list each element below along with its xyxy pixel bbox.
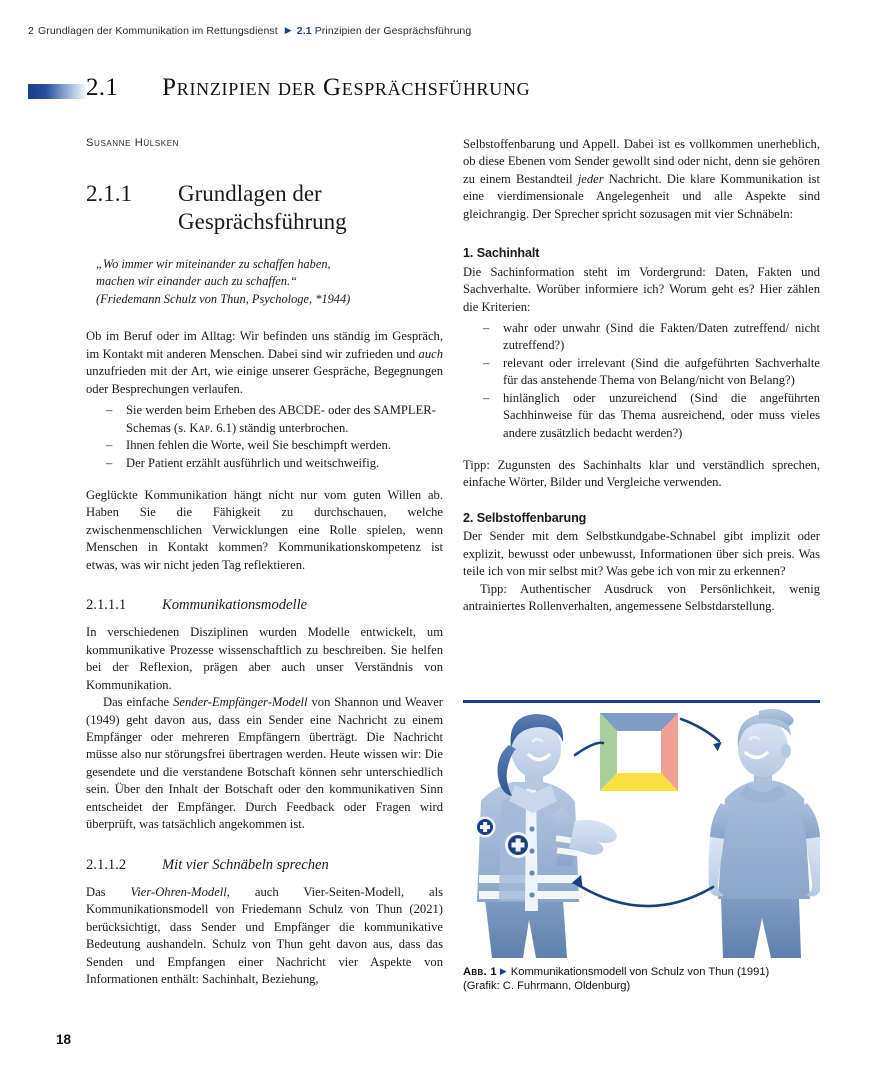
emphasis: auch	[418, 346, 443, 361]
emphasis: Sender-Empfänger-Modell	[173, 695, 308, 710]
heading-2-1-1-1-number: 2.1.1.1	[86, 597, 127, 614]
triangle-right-icon: ▶	[284, 25, 292, 35]
arrow-square-to-receiver	[681, 719, 719, 741]
page-number: 18	[56, 1032, 72, 1047]
emphasis: jeder	[577, 171, 604, 186]
heading-2-1-1-1-text: Kommunikationsmodelle	[162, 597, 308, 614]
list-item: – relevant oder irrelevant (Sind die aufgeführten Sachverhalte für das anstehende Thema von Belang/nicht von Belang?)	[483, 355, 820, 390]
paragraph-text: unzufrieden mit der Art, wie einige unserer Gespräche, Begegnungen oder Besprechungen verlaufen.	[86, 364, 443, 396]
list-item	[106, 455, 443, 472]
paragraph	[86, 328, 443, 398]
small-caps-ref: Kap.	[189, 420, 214, 435]
paragraph-text: von Shannon und Weaver (1949) geht davon aus, dass ein Sender eine Nachricht zu einem Empfänger oder mehreren Empfängern überträgt. Die Nachricht müsse also nur störungsfrei übertragen werden. Heute wissen wir: Die gesendete und die verstandene Botschaft können sehr unterschiedlich sein. Über den Inhalt der Botschaft oder den kommunikativen Sinn entscheidet der Empfänger. Durch Feedback oder Fragen wird überprüft, was tatsächlich angekommen ist.	[86, 695, 443, 832]
paragraph-text: , auch Vier-Seiten-Modell, als Kommunikationsmodell von Friedemann Schulz von Thun (2021) berücksichtigt, dass Sender und Empfänger die kommunikative Bedeutung aushandeln. Schulz von Thun geht davon aus, dass das Senden und Empfangen einer Nachricht vier Aspekte von Informationen enthält: Sachinhalt, Beziehung,	[86, 884, 443, 986]
left-column	[86, 136, 443, 988]
emphasis: Vier-Ohren-Modell	[130, 884, 227, 899]
quote-line-2: machen wir einander auch zu schaffen.“	[96, 274, 297, 289]
triangle-right-icon: ▶	[499, 965, 507, 976]
paragraph-text: Nachricht. Die klare Kommunikation ist eine vierdimensionale Angelegenheit und alle Aspekte sind gleichrangig. Der Sprecher spricht sozusagen mit vier Schnäbeln:	[463, 171, 820, 221]
list-item	[106, 402, 443, 437]
heading-2-1-1-2	[86, 855, 443, 875]
paragraph-text: Selbstoffenbarung und Appell. Dabei ist es vollkommen unerheblich, ob diese Ebenen vom Sender gewollt sind oder nicht, denn sie gehören zu einem Bestandteil	[463, 137, 820, 186]
arrow-sender-to-square	[575, 742, 603, 754]
paragraph: In verschiedenen Disziplinen wurden Modelle entwickelt, um kommunikative Prozesse wissenschaftlich zu beschreiben. Sie helfen bei der Reflexion, prägen aber auch unser Verständnis von Kommunikation.	[86, 625, 443, 692]
heading-2-1-1-1	[86, 595, 443, 615]
heading-2-1-1-text	[178, 180, 443, 236]
running-head-section-number: 2.1	[296, 25, 312, 37]
paragraph-text: Das einfache	[103, 695, 174, 710]
heading-2-1-1-number: 2.1.1	[86, 180, 132, 206]
paragraph-text: Das	[86, 884, 131, 899]
heading-2-1-1-2-text: Mit vier Schnäbeln sprechen	[162, 856, 329, 873]
figure-caption-line-1: Kommunikationsmodell von Schulz von Thun (1991)	[510, 965, 770, 978]
patient-figure	[709, 708, 821, 957]
heading-selbstoffenbarung: 2. Selbstoffenbarung	[463, 510, 587, 525]
running-head	[28, 25, 852, 37]
list-item-text: Sie werden beim Erheben des ABCDE- oder des SAMPLER-Schemas (s.	[126, 403, 436, 435]
running-head-chapter-title: Grundlagen der Kommunikation im Rettungsdienst	[37, 25, 278, 37]
communication-model-illustration	[463, 703, 820, 958]
page-title-text: Prinzipien der Gesprächsführung	[162, 74, 531, 101]
page-title-number: 2.1	[86, 74, 119, 101]
right-column	[463, 136, 820, 616]
figure-caption-line-2: (Grafik: C. Fuhrmann, Oldenburg)	[463, 980, 631, 993]
paragraph-text: Ob im Beruf oder im Alltag: Wir befinden uns ständig im Gespräch, im Kontakt mit anderen Menschen. Dabei sind wir zufrieden und	[86, 329, 443, 361]
figure	[463, 700, 820, 994]
paramedic-figure	[475, 714, 617, 958]
message-arrows	[570, 719, 722, 906]
figure-caption	[463, 965, 820, 995]
heading-2-1-1-line2: Gesprächsführung	[178, 208, 347, 234]
page-title	[86, 74, 846, 102]
arrow-feedback	[575, 883, 713, 906]
list-item-text: Der Patient erzählt ausführlich und weitschweifig.	[126, 455, 380, 470]
running-head-section-title: Prinzipien der Gesprächsführung	[314, 25, 472, 37]
quote-line-1: „Wo immer wir miteinander zu schaffen haben,	[96, 256, 331, 271]
list-item	[106, 437, 443, 454]
heading-2-1-1	[86, 180, 443, 236]
author-name: Susanne Hülsken	[86, 137, 180, 149]
four-sided-message-square	[600, 713, 678, 791]
title-gradient-bar	[28, 84, 88, 99]
paragraph: Der Sender mit dem Selbstkundgabe-Schnabel gibt implizit oder explizit, bewusst oder unbewusst, Informationen über sich preis. Was teile ich von mir selbst mit? Was gebe ich von mir zu erkennen?	[463, 529, 820, 579]
tip-paragraph: Tipp: Zugunsten des Sachinhalts klar und verständlich sprechen, einfache Wörter, Bilder und Vergleiche verwenden.	[463, 458, 820, 490]
paragraph	[86, 694, 443, 834]
quote-attribution: (Friedemann Schulz von Thun, Psychologe, *1944)	[96, 291, 351, 306]
list-item-text: 6.1) ständig unterbrochen.	[213, 420, 349, 435]
paragraph	[463, 136, 820, 223]
figure-caption-label: Abb. 1	[463, 965, 497, 978]
heading-sachinhalt: 1. Sachinhalt	[463, 246, 540, 261]
list-item-text: Ihnen fehlen die Worte, weil Sie beschimpft werden.	[126, 438, 391, 453]
criteria-list	[463, 320, 820, 442]
paragraph: Geglückte Kommunikation hängt nicht nur vom guten Willen ab. Haben Sie die Fähigkeit zu durchschauen, welche zwischenmenschlichen Verwicklungen eine Rolle spielen, wenn Menschen in Kontakt kommen? Kommunikationskompetenz ist etwas, was wir nicht jeden Tag reflektieren.	[86, 487, 443, 572]
tip-paragraph: Tipp: Authentischer Ausdruck von Persönlichkeit, wenig antrainiertes Rollenverhalten, angemessene Selbstdarstellung.	[463, 581, 820, 614]
epigraph-quote	[86, 256, 443, 309]
paragraph: Die Sachinformation steht im Vordergrund: Daten, Fakten und Sachverhalte. Worüber informiere ich? Worum geht es? Hier zählen die Kriterien:	[463, 264, 820, 314]
heading-2-1-1-2-number: 2.1.1.2	[86, 856, 127, 873]
figure-illustration	[463, 703, 820, 958]
heading-2-1-1-line1: Grundlagen der	[178, 180, 322, 206]
running-head-chapter-number: 2	[28, 25, 34, 37]
paragraph	[86, 884, 443, 989]
list-item: – hinlänglich oder unzureichend (Sind die angeführten Sachhinweise für das Thema ausreichend, oder muss vieles andere zusätzlich bedacht werden?)	[483, 390, 820, 442]
bullet-list	[86, 402, 443, 472]
list-item: – wahr oder unwahr (Sind die Fakten/Daten zutreffend/ nicht zutreffend?)	[483, 320, 820, 355]
